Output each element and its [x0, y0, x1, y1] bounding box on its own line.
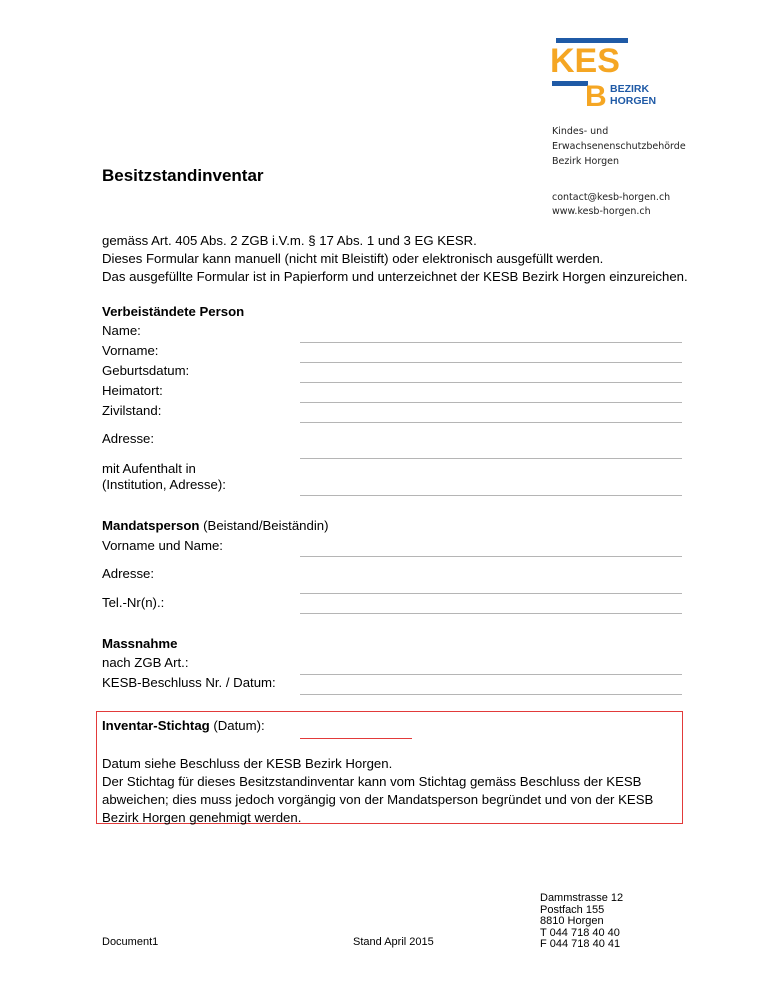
footer-address-line: F 044 718 40 41: [540, 938, 621, 950]
page-title: Besitzstandinventar: [102, 166, 264, 185]
stichtag-heading-bold: Inventar-Stichtag: [102, 718, 210, 733]
input-line-vorname[interactable]: [300, 362, 682, 363]
label-beschluss: KESB-Beschluss Nr. / Datum:: [102, 675, 276, 690]
contact-email[interactable]: contact@kesb-horgen.ch: [552, 192, 671, 203]
stichtag-heading-suffix: (Datum):: [209, 718, 265, 733]
intro-line: gemäss Art. 405 Abs. 2 ZGB i.V.m. § 17 Abs. 1 und 3 EG KESR.: [102, 233, 477, 248]
label-aufenthalt-line: mit Aufenthalt in: [102, 461, 196, 476]
footer-document-name: Document1: [102, 936, 159, 948]
logo-bezirk-text: BEZIRK: [610, 83, 650, 95]
logo-kes-text: KES: [550, 42, 620, 80]
input-line-heimatort[interactable]: [300, 402, 682, 403]
label-heimatort: Heimatort:: [102, 383, 163, 398]
label-aufenthalt: [102, 461, 226, 493]
stichtag-line: Der Stichtag für dieses Besitzstandinventar kann vom Stichtag gemäss Beschluss der KESB: [102, 774, 642, 789]
org-line: Erwachsenenschutzbehörde: [552, 141, 686, 152]
input-line-geburtsdatum[interactable]: [300, 382, 682, 383]
input-line-adresse[interactable]: [300, 458, 682, 459]
mandat-heading-suffix: (Beistand/Beiständin): [199, 518, 329, 533]
label-mandat-adresse: Adresse:: [102, 566, 155, 581]
stichtag-text: [102, 755, 677, 827]
label-vorname: Vorname:: [102, 343, 159, 358]
stichtag-heading: [102, 718, 265, 733]
stichtag-line: abweichen; dies muss jedoch vorgängig von der Mandatsperson begründet und von der KESB: [102, 792, 654, 807]
input-line-zgb-art[interactable]: [300, 674, 682, 675]
footer-address-line: Postfach 155: [540, 903, 605, 916]
stichtag-line: Bezirk Horgen genehmigt werden.: [102, 810, 302, 825]
input-line-beschluss[interactable]: [300, 694, 682, 695]
contact-website[interactable]: www.kesb-horgen.ch: [552, 206, 651, 217]
label-aufenthalt-line: (Institution, Adresse):: [102, 477, 226, 492]
intro-line: Dieses Formular kann manuell (nicht mit Bleistift) oder elektronisch ausgefüllt werden.: [102, 251, 604, 266]
footer-address-line: Dammstrasse 12: [540, 892, 624, 904]
section-heading-person: Verbeiständete Person: [102, 304, 245, 319]
footer-address: [540, 893, 623, 951]
label-adresse: Adresse:: [102, 431, 155, 446]
input-line-name[interactable]: [300, 342, 682, 343]
logo-bar-bottom: [552, 81, 588, 86]
contact-info: [552, 191, 670, 219]
footer-address-line: T 044 718 40 40: [540, 926, 620, 939]
section-heading-mandat: [102, 518, 329, 533]
org-line: Bezirk Horgen: [552, 156, 620, 167]
label-name: Name:: [102, 323, 141, 338]
label-zgb-art: nach ZGB Art.:: [102, 655, 189, 670]
input-line-aufenthalt[interactable]: [300, 495, 682, 496]
input-line-tel[interactable]: [300, 613, 682, 614]
kesb-logo: [548, 38, 668, 110]
section-heading-massnahme: Massnahme: [102, 636, 178, 651]
logo-horgen-text: HORGEN: [610, 95, 657, 107]
label-geburtsdatum: Geburtsdatum:: [102, 363, 190, 378]
label-tel: Tel.-Nr(n).:: [102, 595, 165, 610]
label-vorname-name: Vorname und Name:: [102, 538, 223, 553]
footer-stand: Stand April 2015: [353, 936, 434, 948]
input-line-mandat-name[interactable]: [300, 556, 682, 557]
org-line: Kindes- und: [552, 126, 609, 137]
input-line-zivilstand[interactable]: [300, 422, 682, 423]
input-line-mandat-adresse[interactable]: [300, 593, 682, 594]
intro-text: [102, 232, 688, 286]
intro-line: Das ausgefüllte Formular ist in Papierform und unterzeichnet der KESB Bezirk Horgen einzureichen.: [102, 269, 688, 284]
label-zivilstand: Zivilstand:: [102, 403, 162, 418]
stichtag-line: Datum siehe Beschluss der KESB Bezirk Horgen.: [102, 756, 393, 771]
footer-address-line: 8810 Horgen: [540, 915, 604, 927]
input-line-stichtag[interactable]: [300, 738, 412, 739]
organization-name: [552, 124, 686, 169]
mandat-heading-bold: Mandatsperson: [102, 518, 200, 533]
logo-b-text: B: [585, 80, 607, 110]
